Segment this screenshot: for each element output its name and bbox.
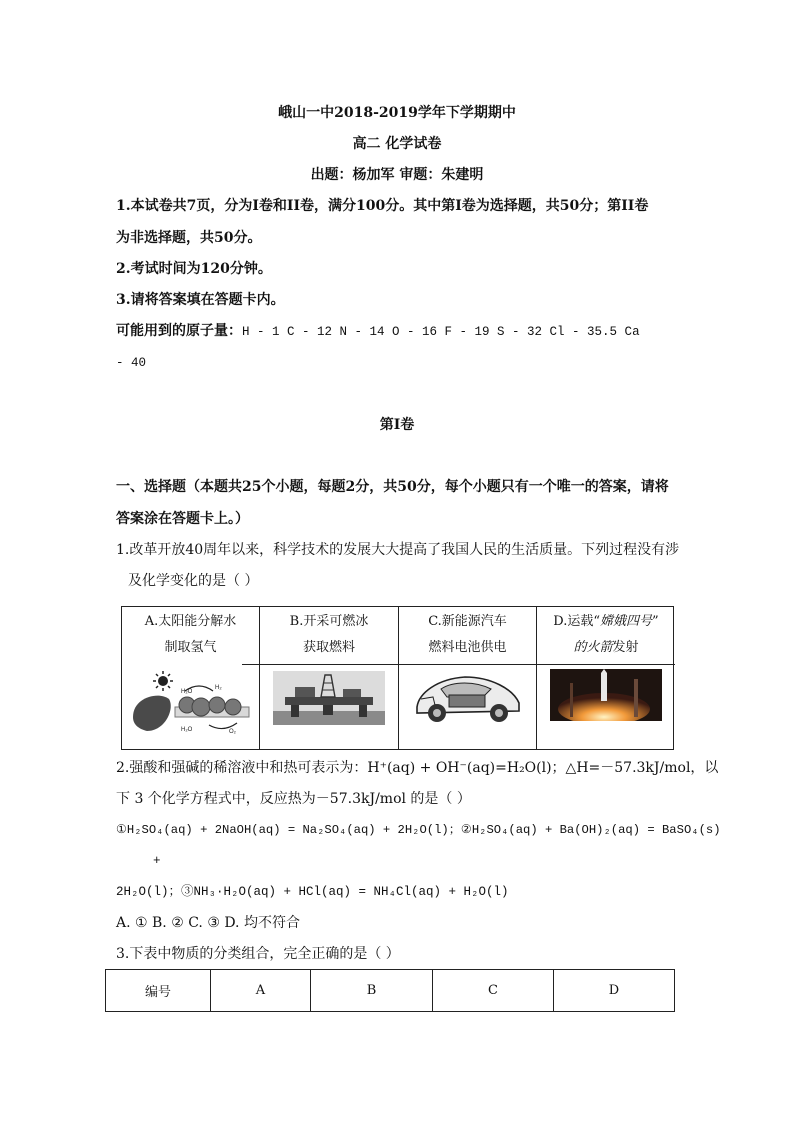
fuel-cell-car-icon xyxy=(413,669,523,725)
q3-stem: 3.下表中物质的分类组合，完全正确的是（ ） xyxy=(116,946,400,962)
section-title: 第I卷 xyxy=(379,417,415,433)
q2-equation-plus: + xyxy=(153,854,161,868)
q1-options-table xyxy=(121,606,674,750)
q1-option-b-line1: B.开采可燃冰 xyxy=(289,614,369,629)
instruction-1b: 为非选择题，共50分。 xyxy=(116,230,262,246)
authors-line: 出题：杨加军 审题：朱建明 xyxy=(310,167,484,183)
instruction-1a: 1.本试卷共7页，分为I卷和II卷，满分100分。其中第I卷为选择题，共50分；第II卷 xyxy=(116,198,649,214)
q1-option-a-line2: 制取氢气 xyxy=(164,640,217,655)
school-title: 峨山一中2018-2019学年下学期期中 xyxy=(278,105,516,121)
q1-option-d: D.运载“嫦娥四号” 的火箭发射 xyxy=(536,607,675,749)
q3-header-a: A xyxy=(210,970,310,1011)
q1-stem-b: 及化学变化的是（ ） xyxy=(128,573,259,589)
q1-option-b xyxy=(259,607,398,749)
atomic-mass-tail: - 40 xyxy=(116,356,147,370)
section-heading-a: 一、选择题（本题共25个小题，每题2分，共50分，每个小题只有一个唯一的答案，请将 xyxy=(116,479,669,495)
q3-classification-table xyxy=(105,969,675,1012)
atomic-mass-line xyxy=(116,322,640,341)
hydrogen-label: H₂ xyxy=(214,685,222,691)
section-heading-b: 答案涂在答题卡上。） xyxy=(116,511,249,527)
atomic-mass-values: H - 1 C - 12 N - 14 O - 16 F - 19 S - 32 Cl - 35.5 Ca xyxy=(242,325,640,339)
rocket-launch-icon xyxy=(550,669,662,721)
subject-title: 高二 化学试卷 xyxy=(352,136,442,152)
q2-options: A. ① B. ② C. ③ D. 均不符合 xyxy=(116,915,300,931)
q3-header-c: C xyxy=(432,970,553,1011)
q1-option-a-line1: A.太阳能分解水 xyxy=(144,614,237,629)
q2-stem-b: 下 3 个化学方程式中，反应热为－57.3kJ/mol 的是（ ） xyxy=(116,791,471,807)
instruction-3: 3.请将答案填在答题卡内。 xyxy=(116,292,285,308)
water-label-lower: H₂O xyxy=(180,727,192,733)
q3-header-b: B xyxy=(310,970,432,1011)
q1-option-b-line2: 获取燃料 xyxy=(302,640,355,655)
q1-option-c-line2: 燃料电池供电 xyxy=(428,640,507,655)
solar-water-splitting-icon xyxy=(129,669,253,739)
q1-option-c xyxy=(398,607,536,749)
q2-equations-b: 2H₂O(l)；③NH₃·H₂O(aq) + HCl(aq) = NH₄Cl(aq) + H₂O(l) xyxy=(116,885,509,899)
q3-header-d: D xyxy=(553,970,674,1011)
q1-option-c-line1: C.新能源汽车 xyxy=(428,614,507,629)
instruction-2: 2.考试时间为120分钟。 xyxy=(116,261,272,277)
q2-stem-a: 2.强酸和强碱的稀溶液中和热可表示为：H⁺(aq) + OH⁻(aq)=H₂O(l)；△H=－57.3kJ/mol，以 xyxy=(116,760,719,776)
q1-option-a xyxy=(122,607,259,749)
atomic-mass-label: 可能用到的原子量： xyxy=(116,323,242,339)
q3-header-number: 编号 xyxy=(144,985,171,1000)
drilling-platform-icon xyxy=(273,671,385,725)
oxygen-label: O₂ xyxy=(228,729,236,735)
q2-equations-a: ①H₂SO₄(aq) + 2NaOH(aq) = Na₂SO₄(aq) + 2H₂O(l)；②H₂SO₄(aq) + Ba(OH)₂(aq) = BaSO₄(s) xyxy=(116,823,721,837)
water-label: H₂O xyxy=(180,689,192,695)
q1-stem-a: 1.改革开放40周年以来，科学技术的发展大大提高了我国人民的生活质量。下列过程没有涉 xyxy=(116,542,680,558)
